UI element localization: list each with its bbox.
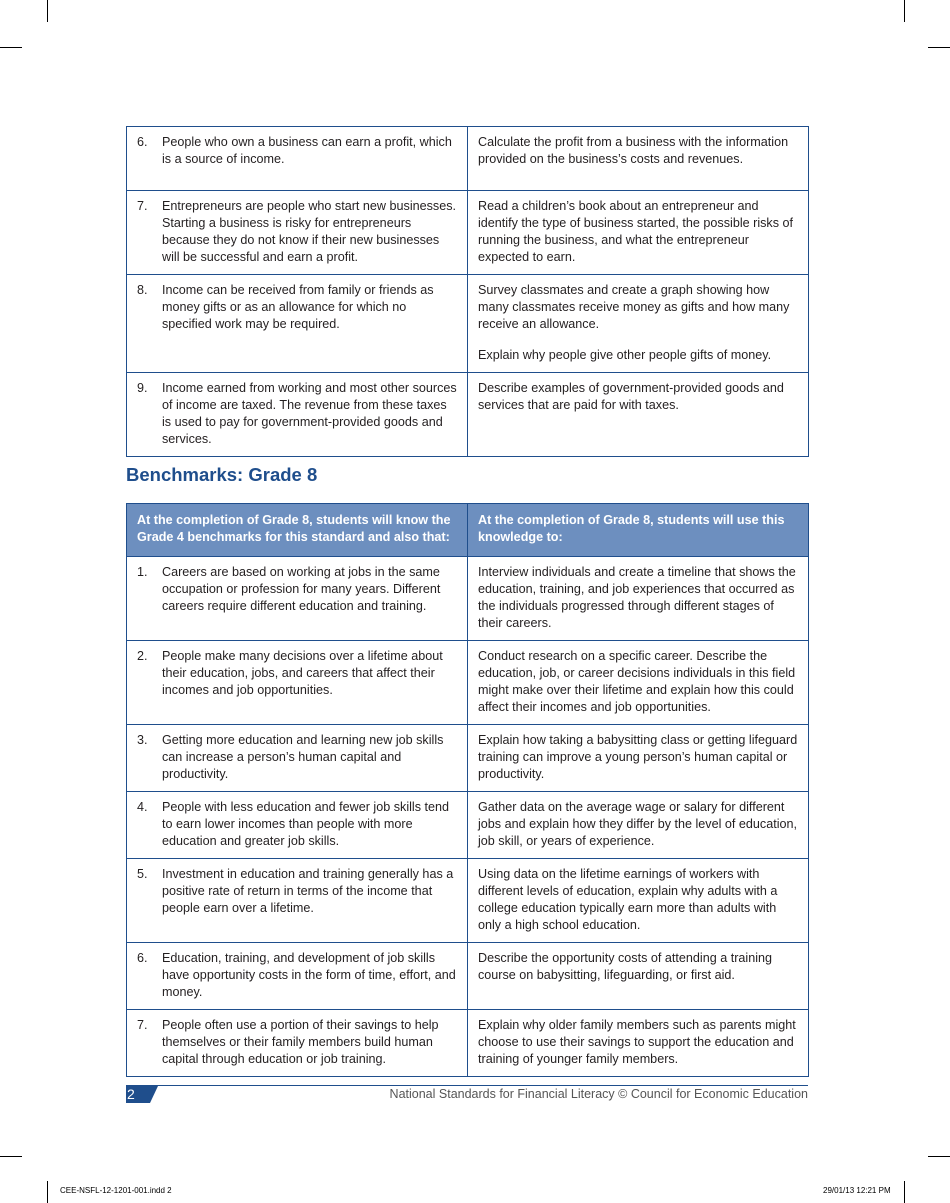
benchmark-cell [127,792,468,859]
table-row [127,859,809,943]
benchmark-text: Investment in education and training generally has a positive rate of return in terms of the income that people earn over a lifetime. [162,867,454,915]
activity-cell [468,127,809,191]
benchmark-text: People with less education and fewer job skills tend to earn lower incomes than people with more education and greater job skills. [162,800,450,848]
activity-cell [468,641,809,725]
crop-mark [0,47,22,48]
benchmark-text: Income can be received from family or friends as money gifts or as an allowance for which no specified work may be required. [162,283,434,331]
activity-text: Describe examples of government-provided goods and services that are paid for with taxes. [478,381,784,412]
crop-mark [47,0,48,22]
benchmark-cell [127,127,468,191]
header-right: At the completion of Grade 8, students will use this knowledge to: [468,504,809,557]
table-row [127,641,809,725]
table-row [127,943,809,1010]
activity-text: Survey classmates and create a graph showing how many classmates receive money as gifts and how many receive an allowance. [478,283,790,331]
benchmark-text: People who own a business can earn a profit, which is a source of income. [162,135,452,166]
table-row [127,1010,809,1077]
activity-text: Interview individuals and create a timeline that shows the education, training, and job experiences that occurred as the individuals progressed through different stages of their careers. [478,565,796,630]
item-number: 7. [137,199,148,213]
crop-mark [0,1156,22,1157]
benchmark-text: Getting more education and learning new job skills can increase a person’s human capital and productivity. [162,733,444,781]
activity-cell [468,373,809,457]
benchmark-cell [127,859,468,943]
benchmark-text: People often use a portion of their savings to help themselves or their family members build human capital through education or job training. [162,1018,439,1066]
item-number: 7. [137,1018,148,1032]
activity-text: Explain why older family members such as parents might choose to use their savings to support the education and training of younger family members. [478,1018,796,1066]
activity-text: Describe the opportunity costs of attending a training course on babysitting, lifeguarding, or first aid. [478,951,773,982]
page-number: 2 [127,1086,135,1102]
item-number: 8. [137,283,148,297]
activity-cell [468,792,809,859]
activity-cell [468,191,809,275]
activity-cell [468,943,809,1010]
crop-mark [904,1181,905,1203]
item-number: 1. [137,565,148,579]
benchmark-cell [127,191,468,275]
table-row [127,127,809,191]
table-row [127,373,809,457]
benchmark-cell [127,373,468,457]
table-row [127,725,809,792]
item-number: 5. [137,867,148,881]
table-row [127,792,809,859]
slug-file: CEE-NSFL-12-1201-001.indd 2 [60,1186,172,1195]
benchmark-text: People make many decisions over a lifetime about their education, jobs, and careers that affect their incomes and job opportunities. [162,649,443,697]
footer-rule [126,1085,808,1086]
section-heading: Benchmarks: Grade 8 [126,464,318,485]
activity-text: Calculate the profit from a business with the information provided on the business’s costs and revenues. [478,135,789,166]
activity-cell [468,725,809,792]
benchmark-cell [127,557,468,641]
table-row [127,275,809,373]
table-row [127,557,809,641]
crop-mark [928,47,950,48]
slug-date: 29/01/13 12:21 PM [823,1186,891,1195]
activity-text: Using data on the lifetime earnings of workers with different levels of education, explain why adults with a college education typically earn more than adults with only a high school education. [478,867,778,932]
activity-text: Conduct research on a specific career. Describe the education, job, or career decisions individuals in this field might make over their lifetime and explain how this could affect their incomes and job opportunities. [478,649,796,714]
activity-cell [468,1010,809,1077]
activity-cell [468,557,809,641]
table-row [127,191,809,275]
benchmark-cell [127,275,468,373]
crop-mark [928,1156,950,1157]
benchmark-text: Entrepreneurs are people who start new businesses. Starting a business is risky for entrepreneurs because they do not know if their new businesses will be successful and earn a profit. [162,199,457,264]
item-number: 9. [137,381,148,395]
item-number: 2. [137,649,148,663]
footer-text: National Standards for Financial Literacy © Council for Economic Education [389,1087,808,1101]
activity-text-2: Explain why people give other people gifts of money. [478,348,772,362]
table-header-row [127,504,809,557]
activity-cell [468,275,809,373]
item-number: 4. [137,800,148,814]
benchmark-cell [127,725,468,792]
benchmark-cell [127,943,468,1010]
activity-text: Read a children’s book about an entrepreneur and identify the type of business started, the possible risks of running the business, and what the entrepreneur expected to earn. [478,199,794,264]
item-number: 6. [137,135,148,149]
benchmark-text: Income earned from working and most other sources of income are taxed. The revenue from these taxes is used to pay for government-provided goods and services. [162,381,457,446]
crop-mark [47,1181,48,1203]
activity-cell [468,859,809,943]
benchmark-text: Education, training, and development of job skills have opportunity costs in the form of time, effort, and money. [162,951,456,999]
benchmark-cell [127,641,468,725]
item-number: 6. [137,951,148,965]
header-left: At the completion of Grade 8, students will know the Grade 4 benchmarks for this standard and also that: [127,504,468,557]
benchmark-text: Careers are based on working at jobs in the same occupation or profession for many years. Different careers require different education and training. [162,565,441,613]
activity-text: Gather data on the average wage or salary for different jobs and explain how they differ by the level of education, job skill, or years of experience. [478,800,798,848]
item-number: 3. [137,733,148,747]
crop-mark [904,0,905,22]
activity-text: Explain how taking a babysitting class or getting lifeguard training can improve a young person’s human capital or productivity. [478,733,798,781]
grade4-benchmarks-table [126,126,809,457]
grade8-benchmarks-table [126,503,809,1077]
benchmark-cell [127,1010,468,1077]
